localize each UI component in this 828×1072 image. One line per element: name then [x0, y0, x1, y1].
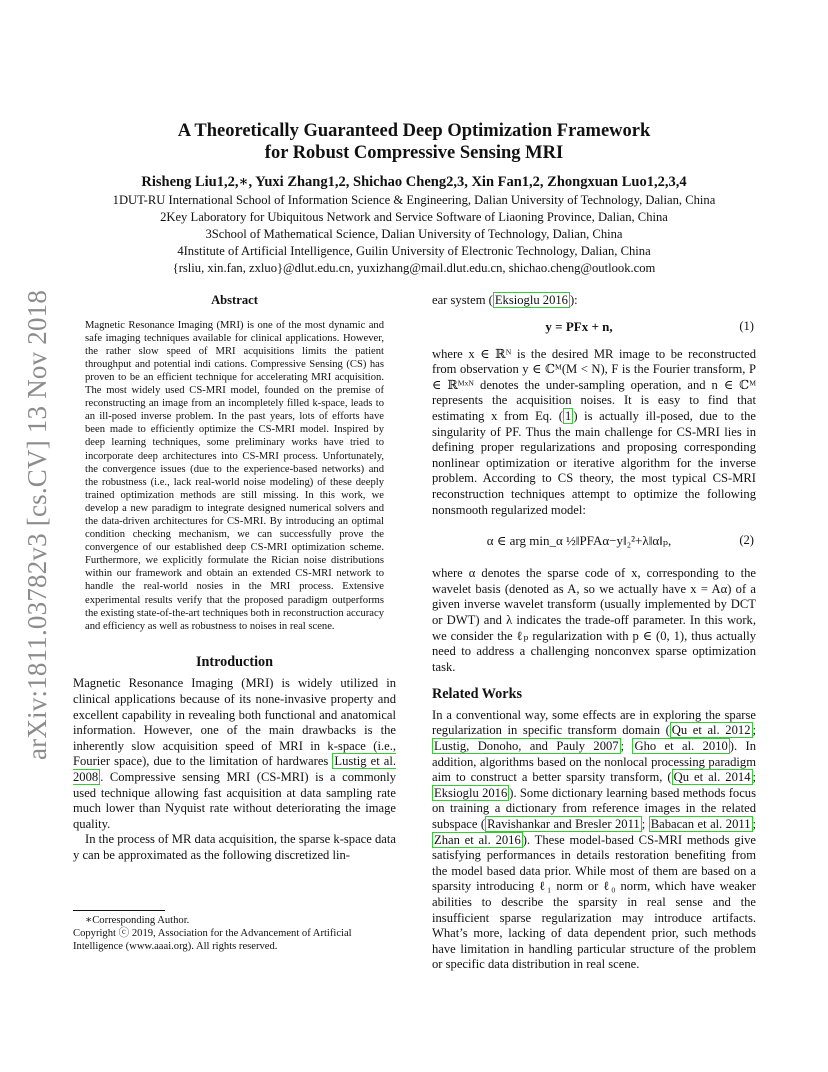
affiliation-1: 1DUT-RU International School of Information Science & Engineering, Dalian University of Technology, Dalian, China — [112, 193, 716, 207]
author-emails: {rsliu, xin.fan, zxluo}@dlut.edu.cn, yuxizhang@mail.dlut.edu.cn, shichao.cheng@outlook.com — [172, 261, 656, 275]
abstract-text: Magnetic Resonance Imaging (MRI) is one of the most dynamic and safe imaging techniques available for clinical applications. However, the rather slow speed of MRI acquisitions limits the patient throughput and potential indi cations. Compressive Sensing (CS) has proven to be an efficient technique for accelerating MRI acquisition. The most widely used CS-MRI model, founded on the premise of reconstructing an image from an incompletely filled k-space, leads to an ill-posed inverse problem. In the past years, lots of efforts have been made to efficiently optimize the CS-MRI model. Inspired by deep learning techniques, some preliminary works have tried to incorporate deep architectures into CS-MRI process. Unfortunately, the convergence issues (due to the experience-based networks) and the robustness (i.e., lack real-world noise modeling) of these deeply trained optimization methods are still missing. In this work, we develop a new paradigm to integrate designed numerical solvers and the data-driven architectures for CS-MRI. By introducing an optimal condition checking mechanism, we can successfully prove the convergence of our established deep CS-MRI optimization scheme. Furthermore, we explicitly formulate the Rician noise distributions within our framework and obtain an extended CS-MRI network to handle the real-world nosies in the MRI process. Extensive experimental results verify that the proposed paradigm outperforms the existing state-of-the-art techniques both in reconstruction accuracy and efficiency as well as robustness to noises in real scene. — [85, 319, 384, 632]
rw-text-a: In a conventional way, some effects are in exploring the sparse regularization in specific transform domain ( — [432, 707, 756, 738]
citation-link[interactable]: Ravishankar and Bresler 2011 — [487, 817, 640, 832]
equation-1-body: y = PFx + n, — [545, 318, 613, 334]
citation-separator: ; — [620, 739, 633, 754]
rw-text-d: ). These model-based CS-MRI methods give satisfying performances in details restoration benefiting from the model based data prior. While most of them are based on a sparsity introducing ℓ₁ norm or ℓ₀ norm, which have weaker abilities to describe the sparsity in real sense and the insufficient sparse regularization may introduce artifacts. What’s more, lacking of data dependent prior, such methods have limitation in handling particular structure of the problem or specific data distribution in real scene. — [432, 832, 756, 972]
citation-link[interactable]: Eksioglu 2016 — [494, 293, 568, 307]
system-intro-a: ear system ( — [432, 293, 493, 307]
citation-link[interactable]: Lustig et al. 2008 — [73, 754, 396, 784]
intro-text-a: Magnetic Resonance Imaging (MRI) is widely utilized in clinical applications because of its none-invasive property and excellent capability in revealing both functional and anatomical information. However, one of the main drawbacks is the inherently slow acquisition speed of MRI in k-space (i.e., Fourier space), due to the limitation of hardwares — [73, 676, 396, 769]
rw-text-b: ). In addition, algorithms based on the nonlocal processing paradigm aim to construct a better sparsity transform, ( — [432, 739, 756, 785]
model-text-b: ) is actually ill-posed, due to the singularity of PF. Thus the main challenge for CS-MRI lies in defining proper regularizations and proposing corresponding nonlinear optimization or iterative algorithm for the inverse problem. According to CS theory, the most typical CS-MRI reconstruction techniques attempt to optimize the following nonsmooth regularized model: — [432, 408, 756, 517]
related-works-paragraph — [432, 708, 756, 973]
equation-2-body: α ∈ arg min_α ½‖PFAα−y‖₂²+λ‖α‖ₚ, — [486, 533, 672, 549]
affiliation-3: 3School of Mathematical Science, Dalian University of Technology, Dalian, China — [205, 227, 623, 241]
citation-separator: ; — [752, 770, 756, 785]
footnote — [73, 910, 396, 954]
author-list: Risheng Liu1,2,∗, Yuxi Zhang1,2, Shichao Cheng2,3, Xin Fan1,2, Zhongxuan Luo1,2,3,4 — [141, 174, 687, 190]
equation-1-number: (1) — [739, 318, 754, 333]
affiliation-2: 2Key Laboratory for Ubiquitous Network and Service Software of Liaoning Province, Dalian, China — [160, 210, 668, 224]
model-text-a: where x ∈ ℝᴺ is the desired MR image to be reconstructed from observation y ∈ ℂᴹ(M < N), F is the Fourier transform, P ∈ ℝᴹˣᴺ denotes the under-sampling operation, and n ∈ ℂᴹ represents the acquisition noises. It is easy to find that estimating x from Eq. ( — [432, 346, 756, 423]
title-line-1: A Theoretically Guaranteed Deep Optimization Framework — [177, 121, 651, 141]
citation-separator: ; — [641, 817, 649, 832]
corresponding-author-note: ∗Corresponding Author. — [85, 915, 190, 926]
citation-link[interactable]: Babacan et al. 2011 — [650, 817, 751, 832]
sparse-code-paragraph: where α denotes the sparse code of x, corresponding to the wavelet basis (denoted as A, so we actually have x = Aα) of a given inverse wavelet transform (usually implemented by DCT or DWT) and λ indicates the trade-off parameter. In this work, we consider the ℓₚ regularization with p ∈ (0, 1), thus actually need to address a challenging nonconvex sparse optimization task. — [432, 566, 756, 674]
abstract-heading: Abstract — [211, 293, 258, 307]
introduction-paragraph-1 — [73, 676, 396, 832]
citation-separator: ; — [752, 723, 756, 738]
citation-link[interactable]: Qu et al. 2014 — [673, 770, 751, 785]
equation-1 — [432, 313, 756, 343]
model-paragraph — [432, 347, 756, 519]
paper-title — [0, 120, 828, 164]
arxiv-identifier: arXiv:1811.03782v3 [cs.CV] 13 Nov 2018 — [22, 289, 52, 760]
system-intro-b: ): — [569, 293, 578, 307]
footnote-rule — [73, 910, 165, 911]
left-column — [73, 293, 396, 864]
affiliations — [0, 192, 828, 277]
equation-reference-link[interactable]: 1 — [565, 408, 572, 423]
system-intro — [432, 293, 756, 309]
copyright-note: Copyright ⓒ 2019, Association for the Advancement of Artificial Intelligence (www.aaai.org). All rights reserved. — [73, 928, 352, 953]
intro-text-b: . Compressive sensing MRI (CS-MRI) is a commonly used technique allowing fast acquisition at data sampling rate much lower than Nyquist rate without deteriorating the image quality. — [73, 770, 396, 831]
citation-link[interactable]: Zhan et al. 2016 — [434, 832, 521, 847]
introduction-paragraph-2: In the process of MR data acquisition, the sparse k-space data y can be approximated as the following discretized lin- — [73, 832, 396, 862]
citation-link[interactable]: Eksioglu 2016 — [434, 785, 508, 800]
right-column — [432, 293, 756, 973]
citation-link[interactable]: Qu et al. 2012 — [671, 723, 751, 738]
equation-2-number: (2) — [739, 533, 754, 548]
affiliation-4: 4Institute of Artificial Intelligence, Guilin University of Electronic Technology, Dalian, China — [177, 244, 651, 258]
citation-link[interactable]: Lustig, Donoho, and Pauly 2007 — [434, 739, 619, 754]
related-works-heading: Related Works — [432, 686, 522, 703]
citation-link[interactable]: Gho et al. 2010 — [634, 739, 728, 754]
introduction-heading: Introduction — [196, 653, 273, 670]
equation-2 — [432, 522, 756, 562]
citation-separator: ; — [752, 817, 756, 832]
rw-text-c: ). Some dictionary learning based methods focus on training a dictionary from reference images in the related subspace ( — [432, 785, 756, 832]
title-line-2: for Robust Compressive Sensing MRI — [264, 143, 564, 163]
